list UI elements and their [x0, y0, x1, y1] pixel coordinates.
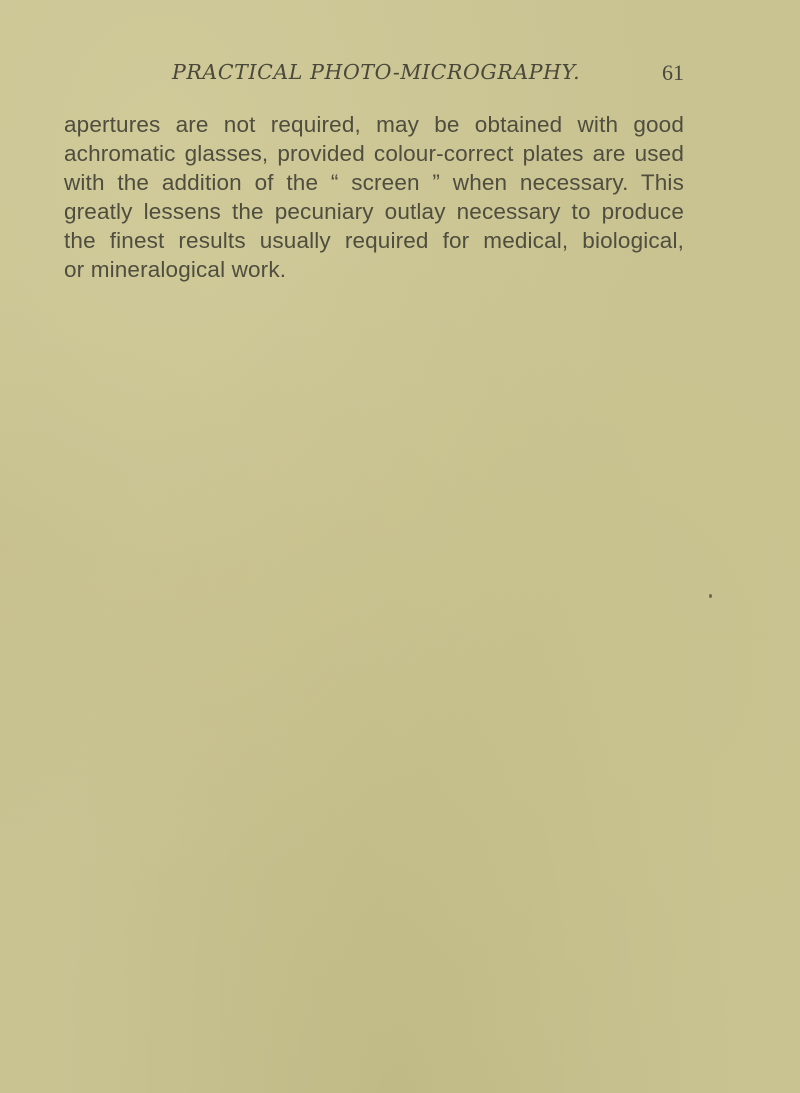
text-line: or mineralogical work. [64, 257, 287, 282]
running-head [64, 60, 684, 90]
text-line: greatly lessens the pecuniary outlay necessary to produce [64, 199, 684, 224]
running-title: PRACTICAL PHOTO-MICROGRAPHY. [172, 60, 581, 84]
text-line: apertures are not required, may be obtained with good [64, 112, 684, 137]
text-line: the finest results usually required for medical, biological, [64, 228, 684, 253]
page-number: 61 [662, 60, 684, 85]
text-line: with the addition of the “ screen ” when necessary. This [64, 170, 684, 195]
text-line: achromatic glasses, provided colour-correct plates are used [64, 141, 684, 166]
body-paragraph [64, 110, 684, 284]
paper-speck [709, 594, 712, 598]
